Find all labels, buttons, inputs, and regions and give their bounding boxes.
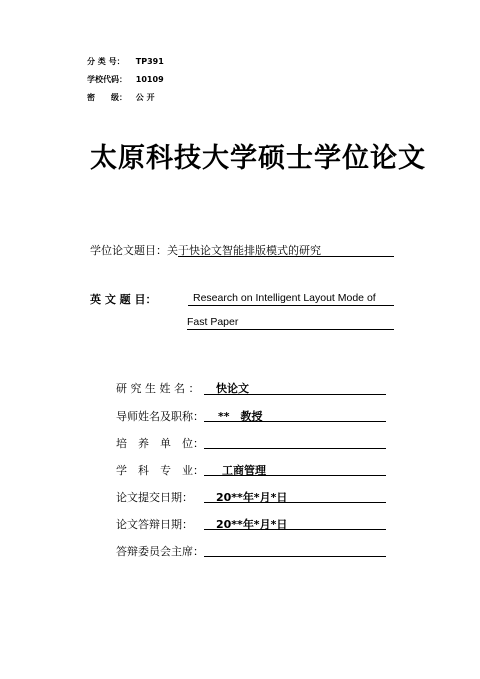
- english-title-line1: Research on Intelligent Layout Mode of: [193, 292, 376, 304]
- english-title-label: 英 文 题 目：: [90, 293, 157, 306]
- advisor-underline: [204, 421, 386, 422]
- classification-value: TP391: [135, 57, 164, 66]
- school-code-label: 学校代码：: [87, 75, 127, 84]
- student-name-underline: [204, 394, 386, 395]
- committee-chair-label: 答辩委员会主席：: [116, 545, 204, 558]
- english-title-line2: Fast Paper: [187, 316, 239, 328]
- submission-date-label: 论文提交日期：: [116, 491, 193, 504]
- page-title: 太原科技大学硕士学位论文: [90, 143, 426, 174]
- training-unit-underline: [204, 448, 386, 449]
- secrecy-label: 密 级：: [87, 93, 127, 102]
- defense-date-value: 20**年*月*日: [216, 518, 288, 531]
- school-code-value: 10109: [135, 75, 164, 84]
- advisor-label: 导师姓名及职称：: [116, 410, 204, 423]
- english-title-underline-2: [187, 329, 394, 330]
- secrecy-row: [87, 92, 155, 103]
- submission-date-value: 20**年*月*日: [216, 491, 288, 504]
- student-name-label: 研 究 生 姓 名 ：: [116, 382, 200, 395]
- secrecy-value: 公 开: [135, 93, 155, 102]
- advisor-value: ** 教授: [218, 410, 263, 423]
- english-title-underline-1: [188, 305, 394, 306]
- major-value: 工商管理: [222, 464, 266, 477]
- school-code-row: [87, 74, 164, 85]
- committee-chair-underline: [204, 556, 386, 557]
- submission-date-underline: [204, 502, 386, 503]
- classification-row: [87, 56, 164, 67]
- student-name-value: 快论文: [216, 382, 249, 395]
- thesis-title-label: 学位论文题目：: [90, 244, 167, 257]
- thesis-title-underline: [178, 256, 394, 257]
- major-underline: [204, 475, 386, 476]
- training-unit-label: 培 养 单 位：: [116, 437, 204, 450]
- defense-date-label: 论文答辩日期：: [116, 518, 193, 531]
- thesis-title-value: 关于快论文智能排版模式的研究: [167, 244, 321, 257]
- major-label: 学 科 专 业：: [116, 464, 204, 477]
- defense-date-underline: [204, 529, 386, 530]
- classification-label: 分 类 号：: [87, 57, 125, 66]
